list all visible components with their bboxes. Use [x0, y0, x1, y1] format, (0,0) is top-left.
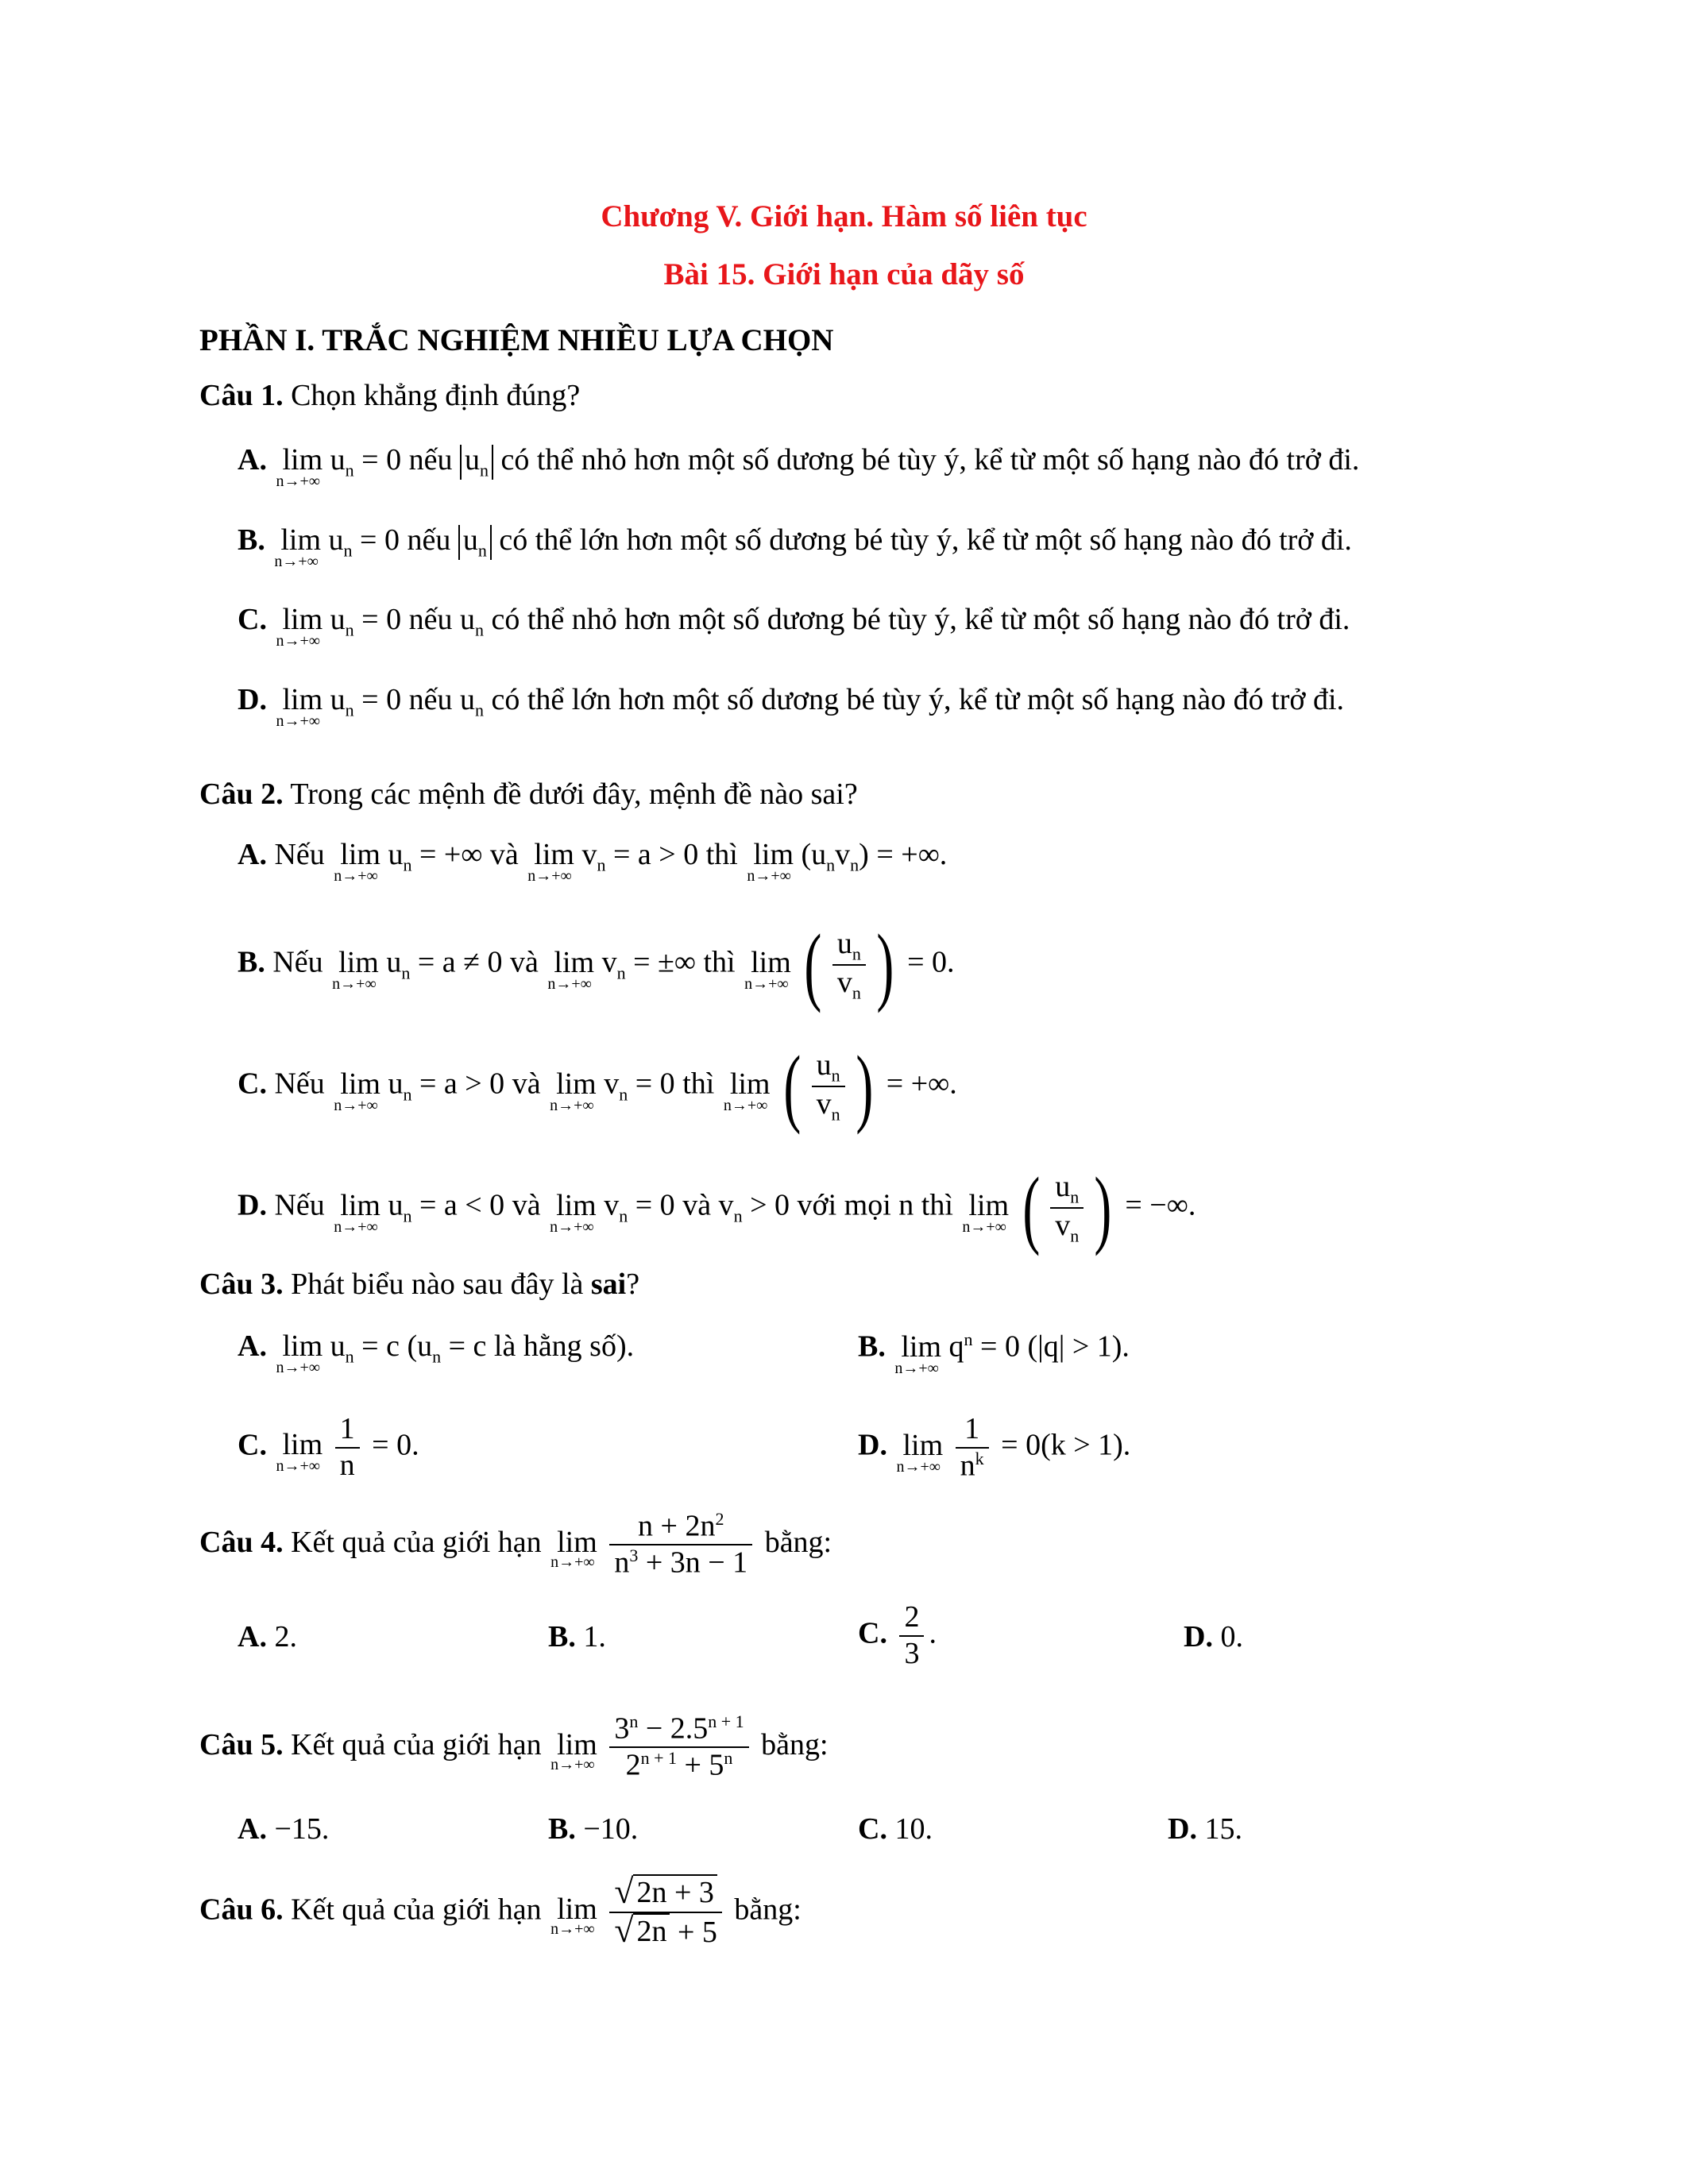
question-text: Chọn khẳng định đúng? — [291, 379, 581, 412]
question-2 — [199, 777, 858, 812]
q2-option-d: D. Nếu lim n→+∞ $u_n = a < 0$ và lim n→+∞ $v_n = 0$ và $v_n > 0$ với mọi n thì lim n→+∞ ( $\frac{u_n}{v_n}$ ) = −∞. — [238, 1160, 1196, 1256]
q5-answer-b: B. −10. — [548, 1812, 639, 1846]
option-label: B. — [238, 945, 265, 979]
question-6: Câu 6. Kết quả của giới hạn lim n→+∞ √ 2n + 3 √ 2n + 5 bằng: — [199, 1872, 802, 1950]
q5-answer-a: A. −15. — [238, 1812, 330, 1846]
q3-option-d: D. lim n→+∞ $\frac{1}{n^k}$ = 0(k > 1). — [858, 1412, 1131, 1483]
option-label: A. — [238, 1620, 267, 1653]
q5-answer-c: C. 10. — [858, 1812, 933, 1846]
q4-answer-a: A. 2. — [238, 1620, 297, 1653]
lim-symbol: lim n→+∞ — [274, 523, 322, 570]
q4-answer-c: C. $\frac{2}{3}$ . — [858, 1600, 937, 1670]
question-text: Trong các mệnh đề dưới đây, mệnh đề nào sai? — [290, 778, 858, 811]
q2-option-a: A. Nếu lim n→+∞ $u_n$ = +∞ và lim n→+∞ $v_n = a > 0$ thì lim n→+∞ $(u_nv_n)$ = +∞. — [238, 838, 948, 885]
lim-symbol: lim n→+∞ — [276, 603, 323, 650]
option-label: C. — [238, 1067, 267, 1101]
q3-option-a: A. lim n→+∞ $u_n = c$ ($u_n = c$ là hằng số). — [238, 1329, 635, 1376]
option-label: C. — [238, 603, 267, 636]
q1-option-a: A. lim n→+∞ $u_n = 0$ nếu $u_n$ có thể nhỏ hơn một số dương bé tùy ý, kể từ một số hạng nào đó trở đi. — [238, 443, 1360, 490]
question-label: Câu 1. — [199, 379, 284, 412]
lim-symbol: lim n→+∞ — [276, 443, 323, 490]
option-label: D. — [858, 1428, 887, 1462]
option-label: D. — [1184, 1620, 1213, 1653]
option-label: B. — [548, 1812, 576, 1846]
option-label: D. — [238, 683, 267, 716]
option-label: A. — [238, 443, 267, 477]
q4-answer-d: D. 0. — [1184, 1620, 1243, 1653]
question-label: Câu 3. — [199, 1268, 284, 1301]
question-4: Câu 4. Kết quả của giới hạn lim n→+∞ $\frac{n + 2n^2}{n^3 + 3n - 1}$ bằng: — [199, 1509, 832, 1580]
option-label: D. — [1168, 1812, 1197, 1846]
q4-answer-b: B. 1. — [548, 1620, 606, 1653]
question-label: Câu 5. — [199, 1728, 284, 1762]
question-1 — [199, 378, 580, 413]
option-label: B. — [858, 1329, 886, 1364]
option-label: C. — [858, 1812, 887, 1846]
question-label: Câu 2. — [199, 778, 284, 811]
q1-option-d: D. lim n→+∞ $u_n = 0$ nếu $u_n$ có thể lớn hơn một số dương bé tùy ý, kể từ một số hạng nào đó trở đi. — [238, 683, 1345, 730]
option-label: B. — [238, 523, 265, 557]
q3-option-c: C. lim n→+∞ $\frac{1}{n}$ = 0. — [238, 1412, 419, 1482]
chapter-title: Chương V. Giới hạn. Hàm số liên tục — [601, 199, 1087, 233]
option-label: C. — [238, 1428, 267, 1462]
q2-option-c: C. Nếu lim n→+∞ $u_n = a > 0$ và lim n→+∞ $v_n = 0$ thì lim n→+∞ ( $\frac{u_n}{v_n}$ ) = +∞. — [238, 1038, 957, 1135]
option-label: A. — [238, 1812, 267, 1846]
option-label: B. — [548, 1620, 576, 1653]
option-label: D. — [238, 1188, 267, 1222]
question-3: Câu 3. Phát biểu nào sau đây là sai? — [199, 1268, 640, 1301]
q5-answer-d: D. 15. — [1168, 1812, 1242, 1846]
q1-option-b: B. lim n→+∞ $u_n = 0$ nếu $u_n$ có thể lớn hơn một số dương bé tùy ý, kể từ một số hạng nào đó trở đi. — [238, 523, 1352, 570]
option-label: C. — [858, 1616, 887, 1650]
lesson-title: Bài 15. Giới hạn của dãy số — [663, 257, 1025, 291]
option-label: A. — [238, 1329, 267, 1363]
option-label: A. — [238, 838, 267, 871]
section-title: PHẦN I. TRẮC NGHIỆM NHIỀU LỰA CHỌN — [199, 323, 834, 357]
question-label: Câu 4. — [199, 1526, 284, 1560]
question-label: Câu 6. — [199, 1893, 284, 1927]
lim-symbol: lim n→+∞ — [276, 683, 323, 730]
question-5: Câu 5. Kết quả của giới hạn lim n→+∞ $\frac{3^n - 2.5^{n + 1}}{2^{n + 1} + 5^n}$ bằng: — [199, 1711, 829, 1782]
q2-option-b: B. Nếu lim n→+∞ $u_n = a \ne 0$ và lim n→+∞ $v_n$ = ±∞ thì lim n→+∞ ( $\frac{u_n}{v_n}$ ) = 0. — [238, 916, 955, 1013]
q1-option-c: C. lim n→+∞ $u_n = 0$ nếu $u_n$ có thể nhỏ hơn một số dương bé tùy ý, kể từ một số hạng nào đó trở đi. — [238, 603, 1350, 650]
q3-option-b: B. lim n→+∞ $q^n = 0$ (|q| > 1). — [858, 1329, 1130, 1377]
